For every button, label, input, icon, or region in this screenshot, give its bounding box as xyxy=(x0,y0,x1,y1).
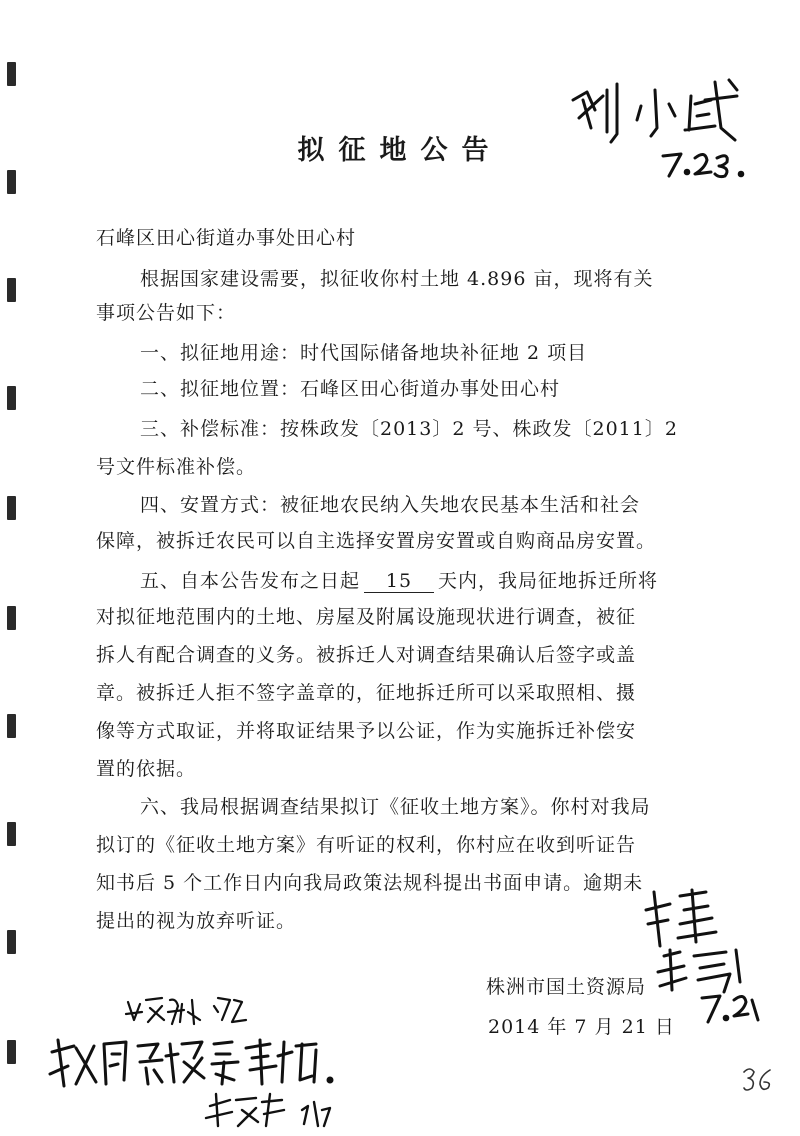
body-line: 像等方式取证，并将取证结果予以公证，作为实施拆迁补偿安 xyxy=(96,720,637,742)
body-line: 章。被拆迁人拒不签字盖章的，征地拆迁所可以采取照相、摄 xyxy=(96,682,637,704)
item5-days-blank: 15 xyxy=(364,570,434,593)
body-line: 保障，被拆迁农民可以自主选择安置房安置或自购商品房安置。 xyxy=(96,530,657,552)
body-line: 三、补偿标准：按株政发〔2013〕2 号、株政发〔2011〕2 xyxy=(140,418,678,440)
body-line: 知书后 5 个工作日内向我局政策法规科提出书面申请。逾期未 xyxy=(96,872,644,894)
item5-suffix: 天内，我局征地拆迁所将 xyxy=(438,570,659,592)
item5-prefix: 五、自本公告发布之日起 xyxy=(140,570,361,592)
body-line: 六、我局根据调查结果拟订《征收土地方案》。你村对我局 xyxy=(140,796,651,818)
body-line: 事项公告如下： xyxy=(96,302,237,324)
handwritten-approval-note xyxy=(46,1030,346,1130)
body-line: 一、拟征地用途：时代国际储备地块补征地 2 项目 xyxy=(140,342,588,364)
binder-mark xyxy=(7,62,16,86)
body-line: 四、安置方式：被征地农民纳入失地农民基本生活和社会 xyxy=(140,494,641,516)
handwritten-signature-right xyxy=(640,880,770,1030)
handwritten-handler-note xyxy=(122,990,252,1034)
binder-mark xyxy=(7,822,16,846)
document-title: 拟征地公告 xyxy=(297,135,503,166)
body-line: 拆人有配合调查的义务。被拆迁人对调查结果确认后签字或盖 xyxy=(96,644,637,666)
binder-mark xyxy=(7,278,16,302)
body-line: 根据国家建设需要，拟征收你村土地 4.896 亩，现将有关 xyxy=(140,268,654,290)
body-line: 对拟征地范围内的土地、房屋及附属设施现状进行调查，被征 xyxy=(96,606,637,628)
body-line-item5 xyxy=(140,566,658,593)
binder-mark xyxy=(7,496,16,520)
binder-mark xyxy=(7,714,16,738)
binder-mark xyxy=(7,606,16,630)
binder-mark xyxy=(7,170,16,194)
binder-mark xyxy=(7,930,16,954)
addressee: 石峰区田心街道办事处田心村 xyxy=(96,227,357,249)
page-number xyxy=(742,1066,776,1094)
issuer-name: 株洲市国土资源局 xyxy=(486,976,647,998)
issue-date: 2014 年 7 月 21 日 xyxy=(488,1016,675,1038)
body-line: 二、拟征地位置：石峰区田心街道办事处田心村 xyxy=(140,378,561,400)
body-line: 置的依据。 xyxy=(96,758,197,780)
body-line: 号文件标准补偿。 xyxy=(96,456,257,478)
binder-mark xyxy=(7,1040,16,1064)
binder-mark xyxy=(7,386,16,410)
body-line: 拟订的《征收土地方案》有听证的权利，你村应在收到听证告 xyxy=(96,834,637,856)
body-line: 提出的视为放弃听证。 xyxy=(96,910,297,932)
